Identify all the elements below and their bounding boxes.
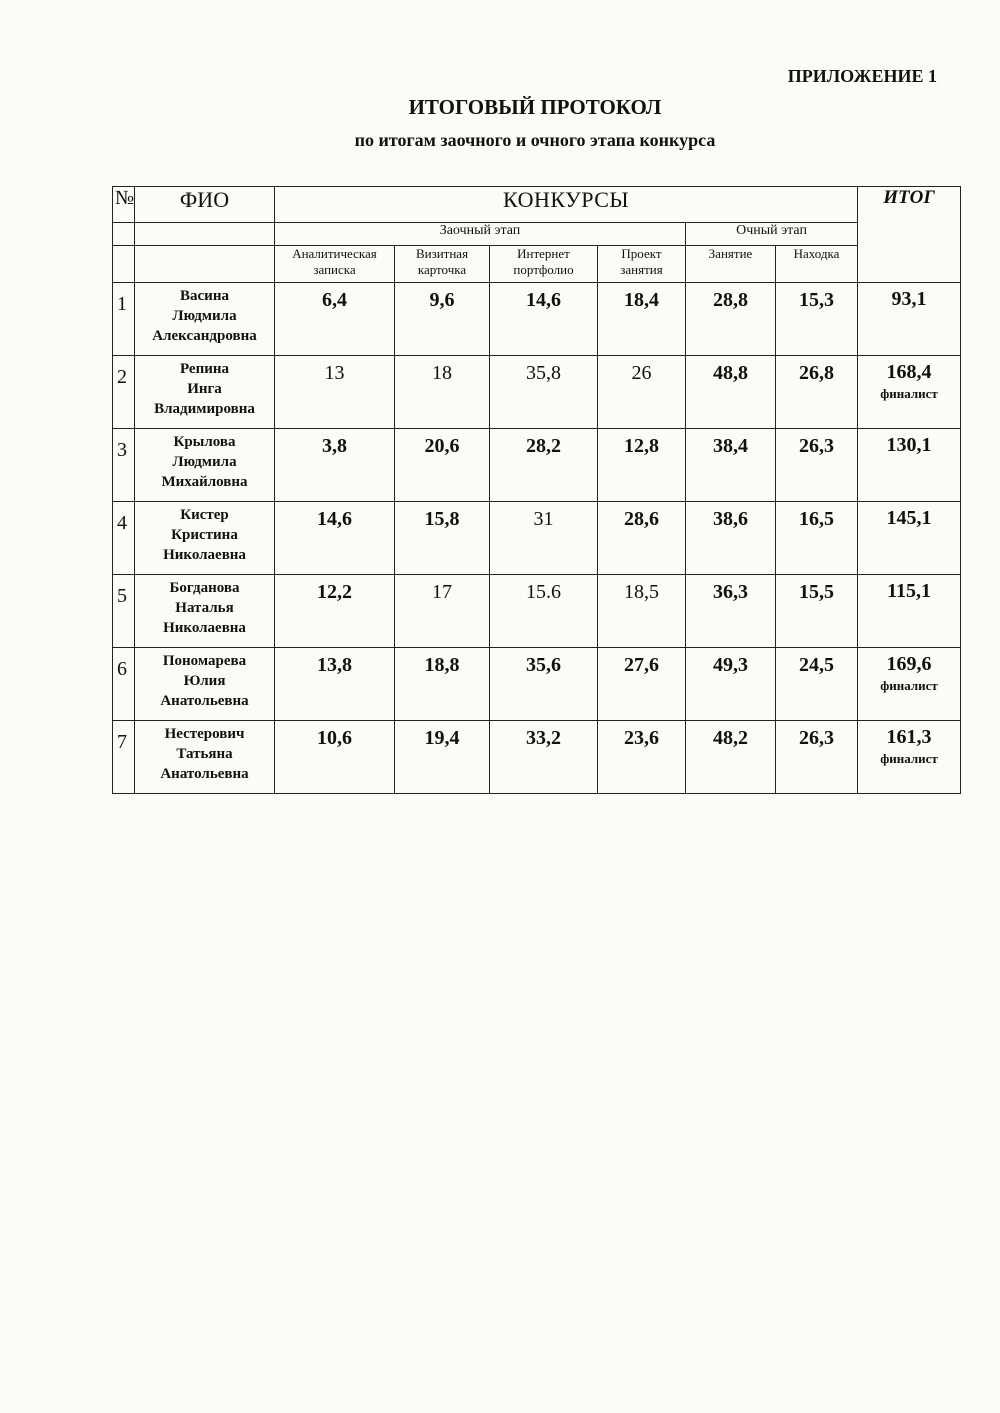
score-cell: 49,3 [686,648,776,721]
participant-name [135,356,275,429]
score-cell: 12,2 [275,575,395,648]
score-cell: 18 [395,356,490,429]
subheader-cell [598,246,686,283]
score-cell: 38,4 [686,429,776,502]
participant-name [135,721,275,794]
participant-name-part: Васина [180,288,229,304]
score-cell: 15,8 [395,502,490,575]
score-cell: 38,6 [686,502,776,575]
row-number: 5 [113,575,135,648]
subheader-label-line: Аналитическая [292,246,377,261]
score-cell: 31 [490,502,598,575]
subheader-label-line: занятия [620,262,663,277]
total-cell [858,502,961,575]
subheader-cell [275,246,395,283]
subheader-cell [776,246,858,283]
participant-name-part: Кистер [180,507,229,523]
participant-name-part: Кристина [171,527,238,543]
score-cell: 18,4 [598,283,686,356]
total-cell [858,283,961,356]
participant-name-part: Наталья [175,600,234,616]
document-title: ИТОГОВЫЙ ПРОТОКОЛ [408,95,662,119]
total-value: 161,3 [886,726,932,748]
participant-name [135,648,275,721]
total-cell [858,356,961,429]
score-cell: 20,6 [395,429,490,502]
results-table [112,186,961,794]
participant-name [135,429,275,502]
total-value: 169,6 [886,653,932,675]
subheader-label-line: Занятие [708,246,753,261]
total-cell [858,575,961,648]
score-cell: 28,6 [598,502,686,575]
header-stage-fulltime: Очный этап [686,223,858,246]
score-cell: 14,6 [490,283,598,356]
score-cell: 26,3 [776,721,858,794]
score-cell: 35,6 [490,648,598,721]
score-cell: 14,6 [275,502,395,575]
score-cell: 17 [395,575,490,648]
subheader-label-line: записка [313,262,356,277]
row-number: 2 [113,356,135,429]
score-cell: 18,8 [395,648,490,721]
subheader-label-line: карточка [417,262,467,277]
header-row-stage [113,223,961,246]
finalist-badge: финалист [880,386,938,401]
subheader-cell [395,246,490,283]
row-number: 3 [113,429,135,502]
row-number: 1 [113,283,135,356]
score-cell: 35,8 [490,356,598,429]
table-row [113,502,961,575]
participant-name-part: Богданова [169,580,240,596]
header-blank-cell [135,223,275,246]
total-cell [858,429,961,502]
total-value: 93,1 [891,288,927,310]
total-cell [858,648,961,721]
score-cell: 33,2 [490,721,598,794]
total-value: 145,1 [886,507,932,529]
score-cell: 15.6 [490,575,598,648]
header-blank-cell [113,223,135,246]
participant-name [135,283,275,356]
participant-name-part: Инга [187,381,222,397]
participant-name-part: Людмила [172,308,237,324]
header-blank-cell [135,246,275,283]
table-row [113,721,961,794]
table-row [113,575,961,648]
subheader-label-line: портфолио [513,262,574,277]
participant-name-part: Юлия [183,673,226,689]
total-cell [858,721,961,794]
score-cell: 15,3 [776,283,858,356]
row-number: 4 [113,502,135,575]
participant-name-part: Репина [179,361,230,377]
participant-name-part: Татьяна [176,746,233,762]
score-cell: 36,3 [686,575,776,648]
score-cell: 6,4 [275,283,395,356]
score-cell: 26,3 [776,429,858,502]
participant-name [135,502,275,575]
subheader-label-line: Интернет [517,246,570,261]
score-cell: 13 [275,356,395,429]
header-row-sub [113,246,961,283]
score-cell: 9,6 [395,283,490,356]
appendix-label: ПРИЛОЖЕНИЕ 1 [787,66,937,86]
score-cell: 27,6 [598,648,686,721]
subheader-cell [490,246,598,283]
score-cell: 48,2 [686,721,776,794]
participant-name-part: Анатольевна [160,766,249,782]
participant-name-part: Людмила [172,454,237,470]
document-subtitle: по итогам заочного и очного этапа конкурса [354,130,716,150]
participant-name-part: Нестерович [164,726,245,742]
subheader-label-line: Находка [793,246,840,261]
score-cell: 26,8 [776,356,858,429]
score-cell: 12,8 [598,429,686,502]
participant-name-part: Владимировна [154,401,255,417]
score-cell: 16,5 [776,502,858,575]
row-number: 6 [113,648,135,721]
finalist-badge: финалист [880,751,938,766]
row-number: 7 [113,721,135,794]
score-cell: 48,8 [686,356,776,429]
total-value: 115,1 [887,580,931,602]
participant-name [135,575,275,648]
score-cell: 28,2 [490,429,598,502]
table-row [113,429,961,502]
score-cell: 19,4 [395,721,490,794]
table-body [113,283,961,794]
table-row [113,283,961,356]
participant-name-part: Николаевна [163,620,246,636]
subheader-label-line: Проект [621,246,662,261]
score-cell: 10,6 [275,721,395,794]
score-cell: 15,5 [776,575,858,648]
header-blank-cell [113,246,135,283]
score-cell: 13,8 [275,648,395,721]
score-cell: 18,5 [598,575,686,648]
participant-name-part: Михайловна [161,474,248,490]
score-cell: 24,5 [776,648,858,721]
total-value: 168,4 [886,361,932,383]
score-cell: 26 [598,356,686,429]
header-itog: ИТОГ [858,187,961,283]
participant-name-part: Александровна [152,328,257,344]
header-row-main [113,187,961,223]
total-value: 130,1 [886,434,932,456]
score-cell: 23,6 [598,721,686,794]
score-cell: 3,8 [275,429,395,502]
subheader-cell [686,246,776,283]
participant-name-part: Крылова [173,434,236,450]
table-row [113,648,961,721]
participant-name-part: Пономарева [162,653,247,669]
participant-name-part: Николаевна [163,547,246,563]
header-fio: ФИО [135,187,275,223]
score-cell: 28,8 [686,283,776,356]
subheader-label-line: Визитная [415,246,469,261]
table-row [113,356,961,429]
participant-name-part: Анатольевна [160,693,249,709]
finalist-badge: финалист [880,678,938,693]
header-konkursy: КОНКУРСЫ [275,187,858,223]
header-number: № [113,187,135,223]
header-stage-correspondence: Заочный этап [275,223,686,246]
